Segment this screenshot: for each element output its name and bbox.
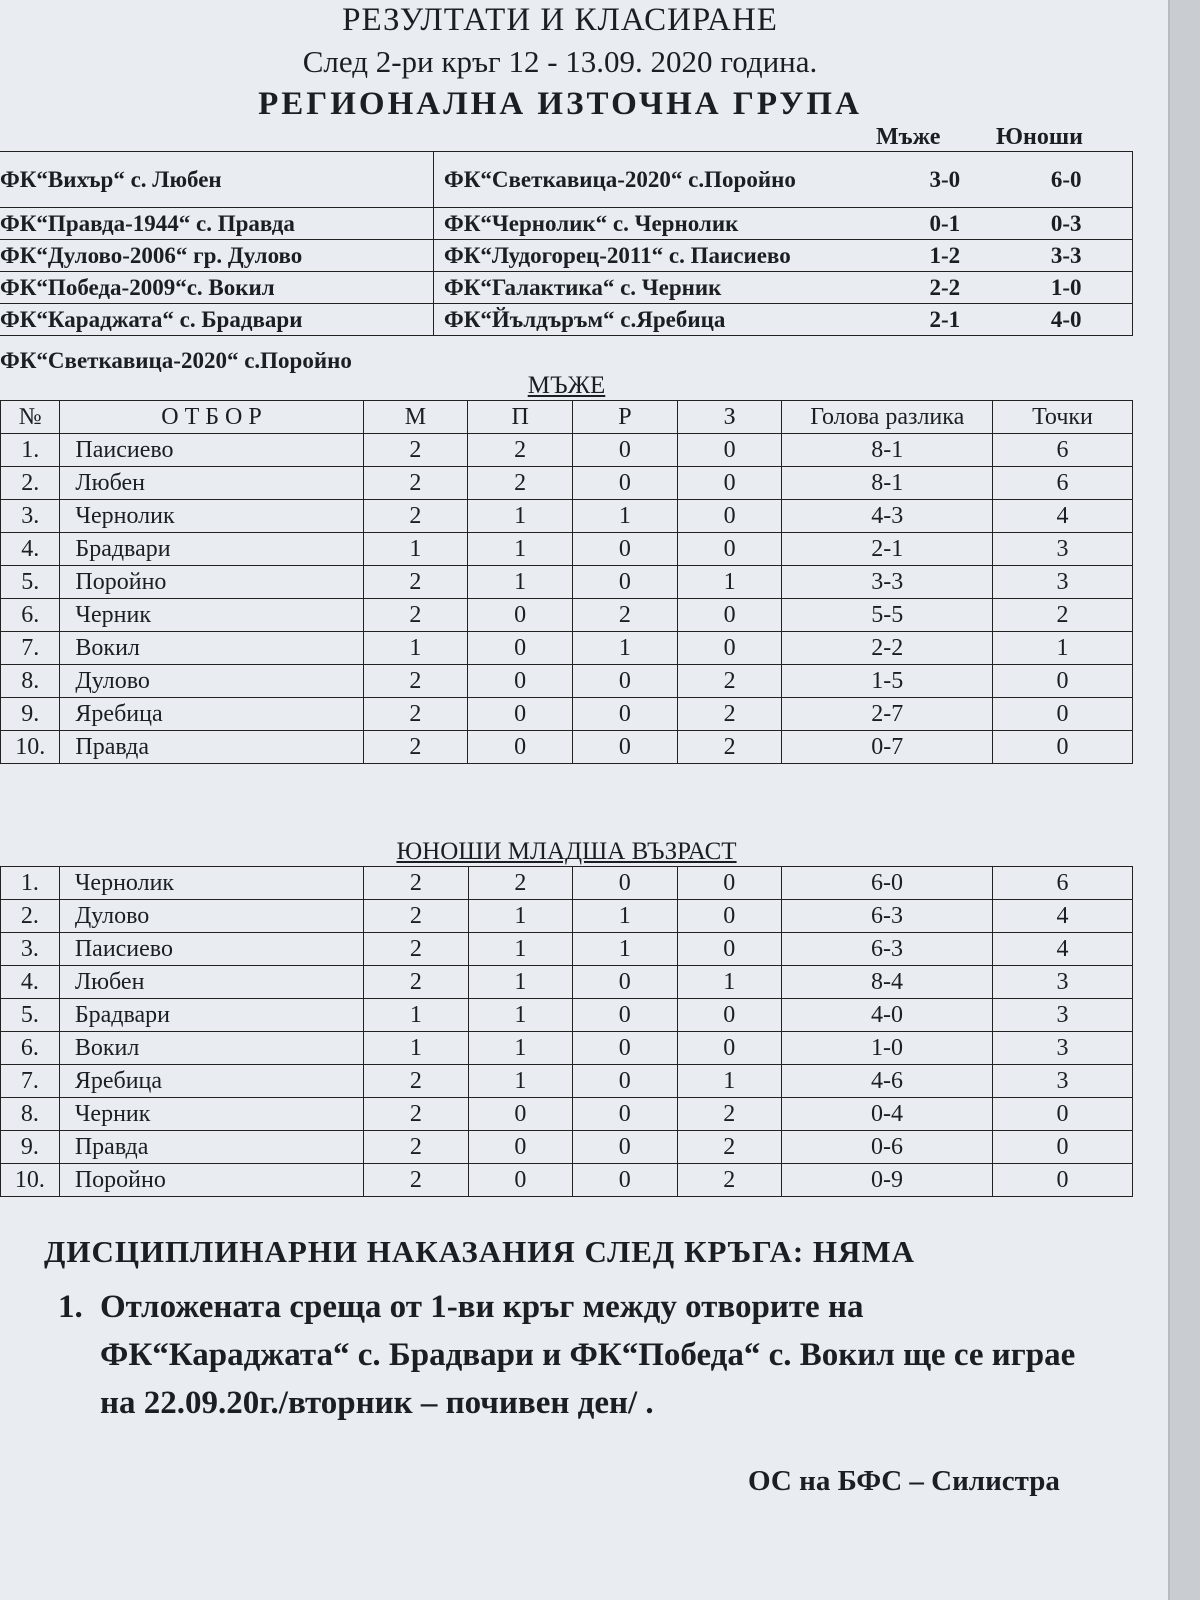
result-row — [0, 240, 1133, 272]
rank-cell: 10. — [1, 1164, 60, 1197]
rank-cell: 7. — [1, 632, 60, 665]
men-score: 1-2 — [889, 240, 1000, 272]
draws-cell: 1 — [573, 933, 677, 966]
matches-cell: 2 — [363, 566, 468, 599]
goal-difference-cell: 1-5 — [782, 665, 992, 698]
losses-cell: 0 — [677, 900, 781, 933]
team-cell: Правда — [60, 731, 363, 764]
standings-row — [1, 999, 1133, 1032]
standings-row — [1, 900, 1133, 933]
group-title: РЕГИОНАЛНА ИЗТОЧНА ГРУПА — [258, 86, 862, 122]
youth-score: 3-3 — [1000, 240, 1132, 272]
rank-cell: 6. — [1, 599, 60, 632]
points-cell: 1 — [992, 632, 1132, 665]
losses-cell: 0 — [677, 599, 782, 632]
matches-cell: 2 — [363, 500, 468, 533]
team-cell: Поройно — [59, 1164, 363, 1197]
rank-cell: 9. — [1, 1131, 60, 1164]
draws-cell: 0 — [573, 999, 677, 1032]
header-matches: М — [363, 401, 468, 434]
losses-cell: 1 — [677, 566, 782, 599]
header-losses: З — [677, 401, 782, 434]
header-no: № — [1, 401, 60, 434]
wins-cell: 0 — [468, 698, 573, 731]
matches-cell: 2 — [364, 867, 468, 900]
wins-cell: 1 — [468, 999, 572, 1032]
rank-cell: 3. — [1, 500, 60, 533]
bye-team: ФК“Светкавица-2020“ с.Поройно — [0, 348, 352, 373]
note-text: Отложената среща от 1-ви кръг между отворите на ФК“Караджата“ с. Брадвари и ФК“Победа“ с. Вокил ще се играе на 22.09.20г./вторник – почивен ден/ . — [100, 1289, 1076, 1421]
draws-cell: 1 — [573, 500, 678, 533]
goal-difference-cell: 6-3 — [782, 933, 993, 966]
standings-row — [1, 434, 1133, 467]
wins-cell: 1 — [468, 500, 573, 533]
draws-cell: 0 — [573, 731, 678, 764]
rank-cell: 9. — [1, 698, 60, 731]
youth-score: 0-3 — [1000, 208, 1132, 240]
points-cell: 0 — [992, 1131, 1132, 1164]
header-team: О Т Б О Р — [60, 401, 363, 434]
away-team: ФК“Йълдъръм“ с.Яребица — [433, 304, 889, 336]
draws-cell: 0 — [573, 966, 677, 999]
team-cell: Правда — [59, 1131, 363, 1164]
team-cell: Чернолик — [59, 867, 363, 900]
away-team: ФК“Светкавица-2020“ с.Поройно — [433, 152, 889, 208]
wins-cell: 1 — [468, 1065, 572, 1098]
rank-cell: 5. — [1, 566, 60, 599]
wins-cell: 0 — [468, 632, 573, 665]
matches-cell: 1 — [363, 632, 468, 665]
points-cell: 3 — [992, 566, 1132, 599]
standings-row — [1, 599, 1133, 632]
goal-difference-cell: 0-7 — [782, 731, 992, 764]
youth-table-caption: ЮНОШИ МЛАДША ВЪЗРАСТ — [396, 838, 737, 865]
team-cell: Яребица — [59, 1065, 363, 1098]
youth-score: 1-0 — [1000, 272, 1132, 304]
team-cell: Вокил — [60, 632, 363, 665]
wins-cell: 2 — [468, 434, 573, 467]
goal-difference-cell: 6-3 — [782, 900, 993, 933]
away-team: ФК“Лудогорец-2011“ с. Паисиево — [433, 240, 889, 272]
youth-score-header: Юноши — [996, 124, 1083, 150]
goal-difference-cell: 1-0 — [782, 1032, 993, 1065]
points-cell: 0 — [992, 731, 1132, 764]
goal-difference-cell: 4-3 — [782, 500, 992, 533]
team-cell: Черник — [59, 1098, 363, 1131]
points-cell: 3 — [992, 999, 1132, 1032]
losses-cell: 0 — [677, 434, 782, 467]
wins-cell: 2 — [468, 867, 572, 900]
losses-cell: 1 — [677, 1065, 781, 1098]
losses-cell: 0 — [677, 1032, 781, 1065]
draws-cell: 0 — [573, 1098, 677, 1131]
result-row — [0, 208, 1133, 240]
goal-difference-cell: 4-0 — [782, 999, 993, 1032]
team-cell: Вокил — [59, 1032, 363, 1065]
standings-row — [1, 966, 1133, 999]
standings-row — [1, 933, 1133, 966]
header-goal-difference: Голова разлика — [782, 401, 992, 434]
postponed-match-note — [58, 1283, 1118, 1427]
men-score-header: Мъже — [876, 124, 941, 150]
home-team: ФК“Победа-2009“с. Вокил — [0, 272, 433, 304]
rank-cell: 2. — [1, 467, 60, 500]
goal-difference-cell: 2-7 — [782, 698, 992, 731]
wins-cell: 2 — [468, 467, 573, 500]
losses-cell: 2 — [677, 665, 782, 698]
matches-cell: 2 — [364, 1065, 468, 1098]
men-header-row — [1, 401, 1133, 434]
matches-cell: 2 — [363, 665, 468, 698]
wins-cell: 1 — [468, 1032, 572, 1065]
matches-cell: 2 — [364, 933, 468, 966]
rank-cell: 1. — [1, 434, 60, 467]
draws-cell: 0 — [573, 566, 678, 599]
page-edge-line — [1168, 0, 1170, 1600]
matches-cell: 1 — [363, 533, 468, 566]
team-cell: Дулово — [60, 665, 363, 698]
points-cell: 4 — [992, 933, 1132, 966]
team-cell: Яребица — [60, 698, 363, 731]
matches-cell: 2 — [363, 599, 468, 632]
wins-cell: 0 — [468, 1098, 572, 1131]
losses-cell: 1 — [677, 966, 781, 999]
wins-cell: 1 — [468, 533, 573, 566]
points-cell: 0 — [992, 1098, 1132, 1131]
wins-cell: 0 — [468, 1164, 572, 1197]
matches-cell: 2 — [363, 434, 468, 467]
losses-cell: 2 — [677, 1164, 781, 1197]
result-row — [0, 272, 1133, 304]
rank-cell: 4. — [1, 533, 60, 566]
wins-cell: 0 — [468, 1131, 572, 1164]
away-team: ФК“Галактика“ с. Черник — [433, 272, 889, 304]
rank-cell: 6. — [1, 1032, 60, 1065]
team-cell: Чернолик — [60, 500, 363, 533]
matches-cell: 2 — [364, 900, 468, 933]
standings-row — [1, 566, 1133, 599]
wins-cell: 0 — [468, 665, 573, 698]
rank-cell: 5. — [1, 999, 60, 1032]
rank-cell: 7. — [1, 1065, 60, 1098]
goal-difference-cell: 8-4 — [782, 966, 993, 999]
losses-cell: 0 — [677, 632, 782, 665]
standings-row — [1, 867, 1133, 900]
standings-row — [1, 632, 1133, 665]
losses-cell: 2 — [677, 1098, 781, 1131]
matches-cell: 2 — [363, 731, 468, 764]
standings-row — [1, 1065, 1133, 1098]
goal-difference-cell: 2-1 — [782, 533, 992, 566]
header-wins: П — [468, 401, 573, 434]
wins-cell: 0 — [468, 599, 573, 632]
points-cell: 6 — [992, 867, 1132, 900]
note-number: 1. — [58, 1289, 83, 1325]
losses-cell: 2 — [677, 698, 782, 731]
goal-difference-cell: 8-1 — [782, 434, 992, 467]
matches-cell: 2 — [364, 966, 468, 999]
team-cell: Брадвари — [60, 533, 363, 566]
draws-cell: 0 — [573, 1164, 677, 1197]
team-cell: Любен — [59, 966, 363, 999]
men-standings-table — [0, 400, 1133, 764]
men-score: 2-1 — [889, 304, 1000, 336]
results-table — [0, 151, 1133, 336]
goal-difference-cell: 2-2 — [782, 632, 992, 665]
draws-cell: 0 — [573, 1131, 677, 1164]
round-subtitle: След 2-ри кръг 12 - 13.09. 2020 година. — [302, 44, 818, 79]
points-cell: 6 — [992, 467, 1132, 500]
losses-cell: 0 — [677, 467, 782, 500]
draws-cell: 0 — [573, 665, 678, 698]
standings-row — [1, 500, 1133, 533]
result-row — [0, 152, 1133, 208]
youth-score: 6-0 — [1000, 152, 1132, 208]
losses-cell: 0 — [677, 867, 781, 900]
goal-difference-cell: 6-0 — [782, 867, 993, 900]
rank-cell: 10. — [1, 731, 60, 764]
wins-cell: 1 — [468, 900, 572, 933]
wins-cell: 1 — [468, 933, 572, 966]
youth-score: 4-0 — [1000, 304, 1132, 336]
wins-cell: 1 — [468, 566, 573, 599]
standings-row — [1, 731, 1133, 764]
goal-difference-cell: 8-1 — [782, 467, 992, 500]
team-cell: Паисиево — [59, 933, 363, 966]
standings-row — [1, 1032, 1133, 1065]
rank-cell: 2. — [1, 900, 60, 933]
points-cell: 4 — [992, 900, 1132, 933]
losses-cell: 2 — [677, 731, 782, 764]
standings-row — [1, 1164, 1133, 1197]
page-title: РЕЗУЛТАТИ И КЛАСИРАНЕ — [342, 2, 778, 38]
standings-row — [1, 698, 1133, 731]
goal-difference-cell: 4-6 — [782, 1065, 993, 1098]
team-cell: Любен — [60, 467, 363, 500]
standings-row — [1, 1098, 1133, 1131]
result-row — [0, 304, 1133, 336]
goal-difference-cell: 3-3 — [782, 566, 992, 599]
men-score: 2-2 — [889, 272, 1000, 304]
draws-cell: 0 — [573, 533, 678, 566]
away-team: ФК“Чернолик“ с. Чернолик — [433, 208, 889, 240]
draws-cell: 2 — [573, 599, 678, 632]
matches-cell: 2 — [364, 1098, 468, 1131]
points-cell: 3 — [992, 1065, 1132, 1098]
youth-standings-table — [0, 866, 1133, 1197]
team-cell: Брадвари — [59, 999, 363, 1032]
men-score: 3-0 — [889, 152, 1000, 208]
wins-cell: 1 — [468, 966, 572, 999]
goal-difference-cell: 0-9 — [782, 1164, 993, 1197]
rank-cell: 1. — [1, 867, 60, 900]
losses-cell: 2 — [677, 1131, 781, 1164]
header-draws: Р — [573, 401, 678, 434]
points-cell: 4 — [992, 500, 1132, 533]
points-cell: 0 — [992, 1164, 1132, 1197]
rank-cell: 3. — [1, 933, 60, 966]
matches-cell: 1 — [364, 1032, 468, 1065]
matches-cell: 1 — [364, 999, 468, 1032]
draws-cell: 0 — [573, 698, 678, 731]
standings-row — [1, 533, 1133, 566]
goal-difference-cell: 0-4 — [782, 1098, 993, 1131]
team-cell: Черник — [60, 599, 363, 632]
losses-cell: 0 — [677, 933, 781, 966]
points-cell: 3 — [992, 1032, 1132, 1065]
goal-difference-cell: 5-5 — [782, 599, 992, 632]
losses-cell: 0 — [677, 999, 781, 1032]
draws-cell: 0 — [573, 467, 678, 500]
matches-cell: 2 — [364, 1131, 468, 1164]
standings-row — [1, 1131, 1133, 1164]
standings-row — [1, 665, 1133, 698]
rank-cell: 8. — [1, 1098, 60, 1131]
draws-cell: 1 — [573, 632, 678, 665]
home-team: ФК“Правда-1944“ с. Правда — [0, 208, 433, 240]
losses-cell: 0 — [677, 500, 782, 533]
points-cell: 2 — [992, 599, 1132, 632]
men-score: 0-1 — [889, 208, 1000, 240]
draws-cell: 0 — [573, 434, 678, 467]
points-cell: 3 — [992, 533, 1132, 566]
goal-difference-cell: 0-6 — [782, 1131, 993, 1164]
wins-cell: 0 — [468, 731, 573, 764]
page-edge-shadow — [1170, 0, 1200, 1600]
home-team: ФК“Караджата“ с. Брадвари — [0, 304, 433, 336]
home-team: ФК“Дулово-2006“ гр. Дулово — [0, 240, 433, 272]
draws-cell: 0 — [573, 1032, 677, 1065]
points-cell: 3 — [992, 966, 1132, 999]
matches-cell: 2 — [363, 698, 468, 731]
men-table-caption: МЪЖЕ — [527, 372, 606, 399]
rank-cell: 4. — [1, 966, 60, 999]
home-team: ФК“Вихър“ с. Любен — [0, 152, 433, 208]
header-points: Точки — [992, 401, 1132, 434]
team-cell: Паисиево — [60, 434, 363, 467]
rank-cell: 8. — [1, 665, 60, 698]
draws-cell: 1 — [573, 900, 677, 933]
team-cell: Дулово — [59, 900, 363, 933]
points-cell: 0 — [992, 698, 1132, 731]
matches-cell: 2 — [364, 1164, 468, 1197]
signature: ОС на БФС – Силистра — [748, 1465, 1060, 1497]
points-cell: 0 — [992, 665, 1132, 698]
points-cell: 6 — [992, 434, 1132, 467]
standings-row — [1, 467, 1133, 500]
draws-cell: 0 — [573, 867, 677, 900]
losses-cell: 0 — [677, 533, 782, 566]
matches-cell: 2 — [363, 467, 468, 500]
team-cell: Поройно — [60, 566, 363, 599]
disciplinary-heading: ДИСЦИПЛИНАРНИ НАКАЗАНИЯ СЛЕД КРЪГА: НЯМА — [44, 1234, 916, 1269]
draws-cell: 0 — [573, 1065, 677, 1098]
